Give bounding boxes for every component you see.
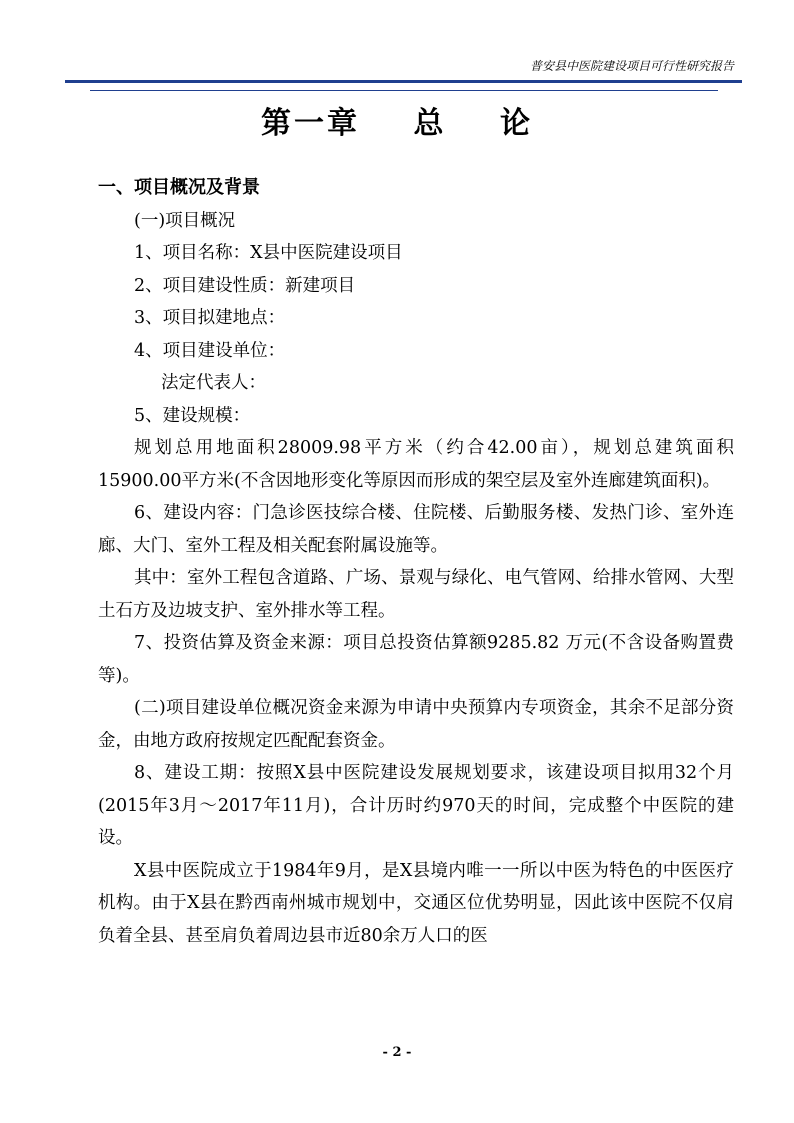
subsection-heading: (一)项目概况 xyxy=(134,210,236,231)
chapter-word-1: 总 xyxy=(413,106,447,141)
paragraph: 2、项目建设性质：新建项目 xyxy=(134,275,356,296)
paragraph: 7、投资估算及资金来源：项目总投资估算额9285.82 万元(不含设备购置费等)。 xyxy=(98,633,734,686)
header-rule-thick xyxy=(65,80,742,83)
chapter-label: 第一章 xyxy=(261,106,361,141)
chapter-word-2: 论 xyxy=(499,106,533,141)
paragraph: X县中医院成立于1984年9月，是X县境内唯一一所以中医为特色的中医医疗机构。由于X县在黔西南州城市规划中，交通区位优势明显，因此该中医院不仅肩负着全县、甚至肩负着周边县市近80余万人口的医 xyxy=(98,860,734,946)
paragraph: 法定代表人： xyxy=(161,373,266,393)
paragraph: 6、建设内容：门急诊医技综合楼、住院楼、后勤服务楼、发热门诊、室外连廊、大门、室外工程及相关配套附属设施等。 xyxy=(98,503,734,556)
paragraph: 1、项目名称：X县中医院建设项目 xyxy=(134,243,403,263)
paragraph: 8、建设工期：按照X县中医院建设发展规划要求，该建设项目拟用32个月(2015年3月～2017年11月)，合计历时约970天的时间，完成整个中医院的建设。 xyxy=(98,763,734,848)
paragraph: 其中：室外工程包含道路、广场、景观与绿化、电气管网、给排水管网、大型土石方及边坡支护、室外排水等工程。 xyxy=(98,568,734,621)
paragraph: (二)项目建设单位概况资金来源为申请中央预算内专项资金，其余不足部分资金，由地方政府按规定匹配配套资金。 xyxy=(98,698,734,751)
document-body xyxy=(98,172,734,952)
section-heading: 一、项目概况及背景 xyxy=(98,177,260,198)
report-header-title: 普安县中医院建设项目可行性研究报告 xyxy=(529,59,734,73)
page-number: - 2 - xyxy=(382,1045,412,1060)
paragraph: 4、项目建设单位： xyxy=(134,340,286,361)
paragraph: 3、项目拟建地点： xyxy=(134,308,286,328)
paragraph: 规划总用地面积28009.98平方米（约合42.00亩），规划总建筑面积15900.00平方米(不含因地形变化等原因而形成的架空层及室外连廊建筑面积)。 xyxy=(98,438,734,491)
chapter-title xyxy=(0,98,794,142)
header-rule-thin xyxy=(90,90,718,91)
paragraph: 5、建设规模： xyxy=(134,405,251,426)
